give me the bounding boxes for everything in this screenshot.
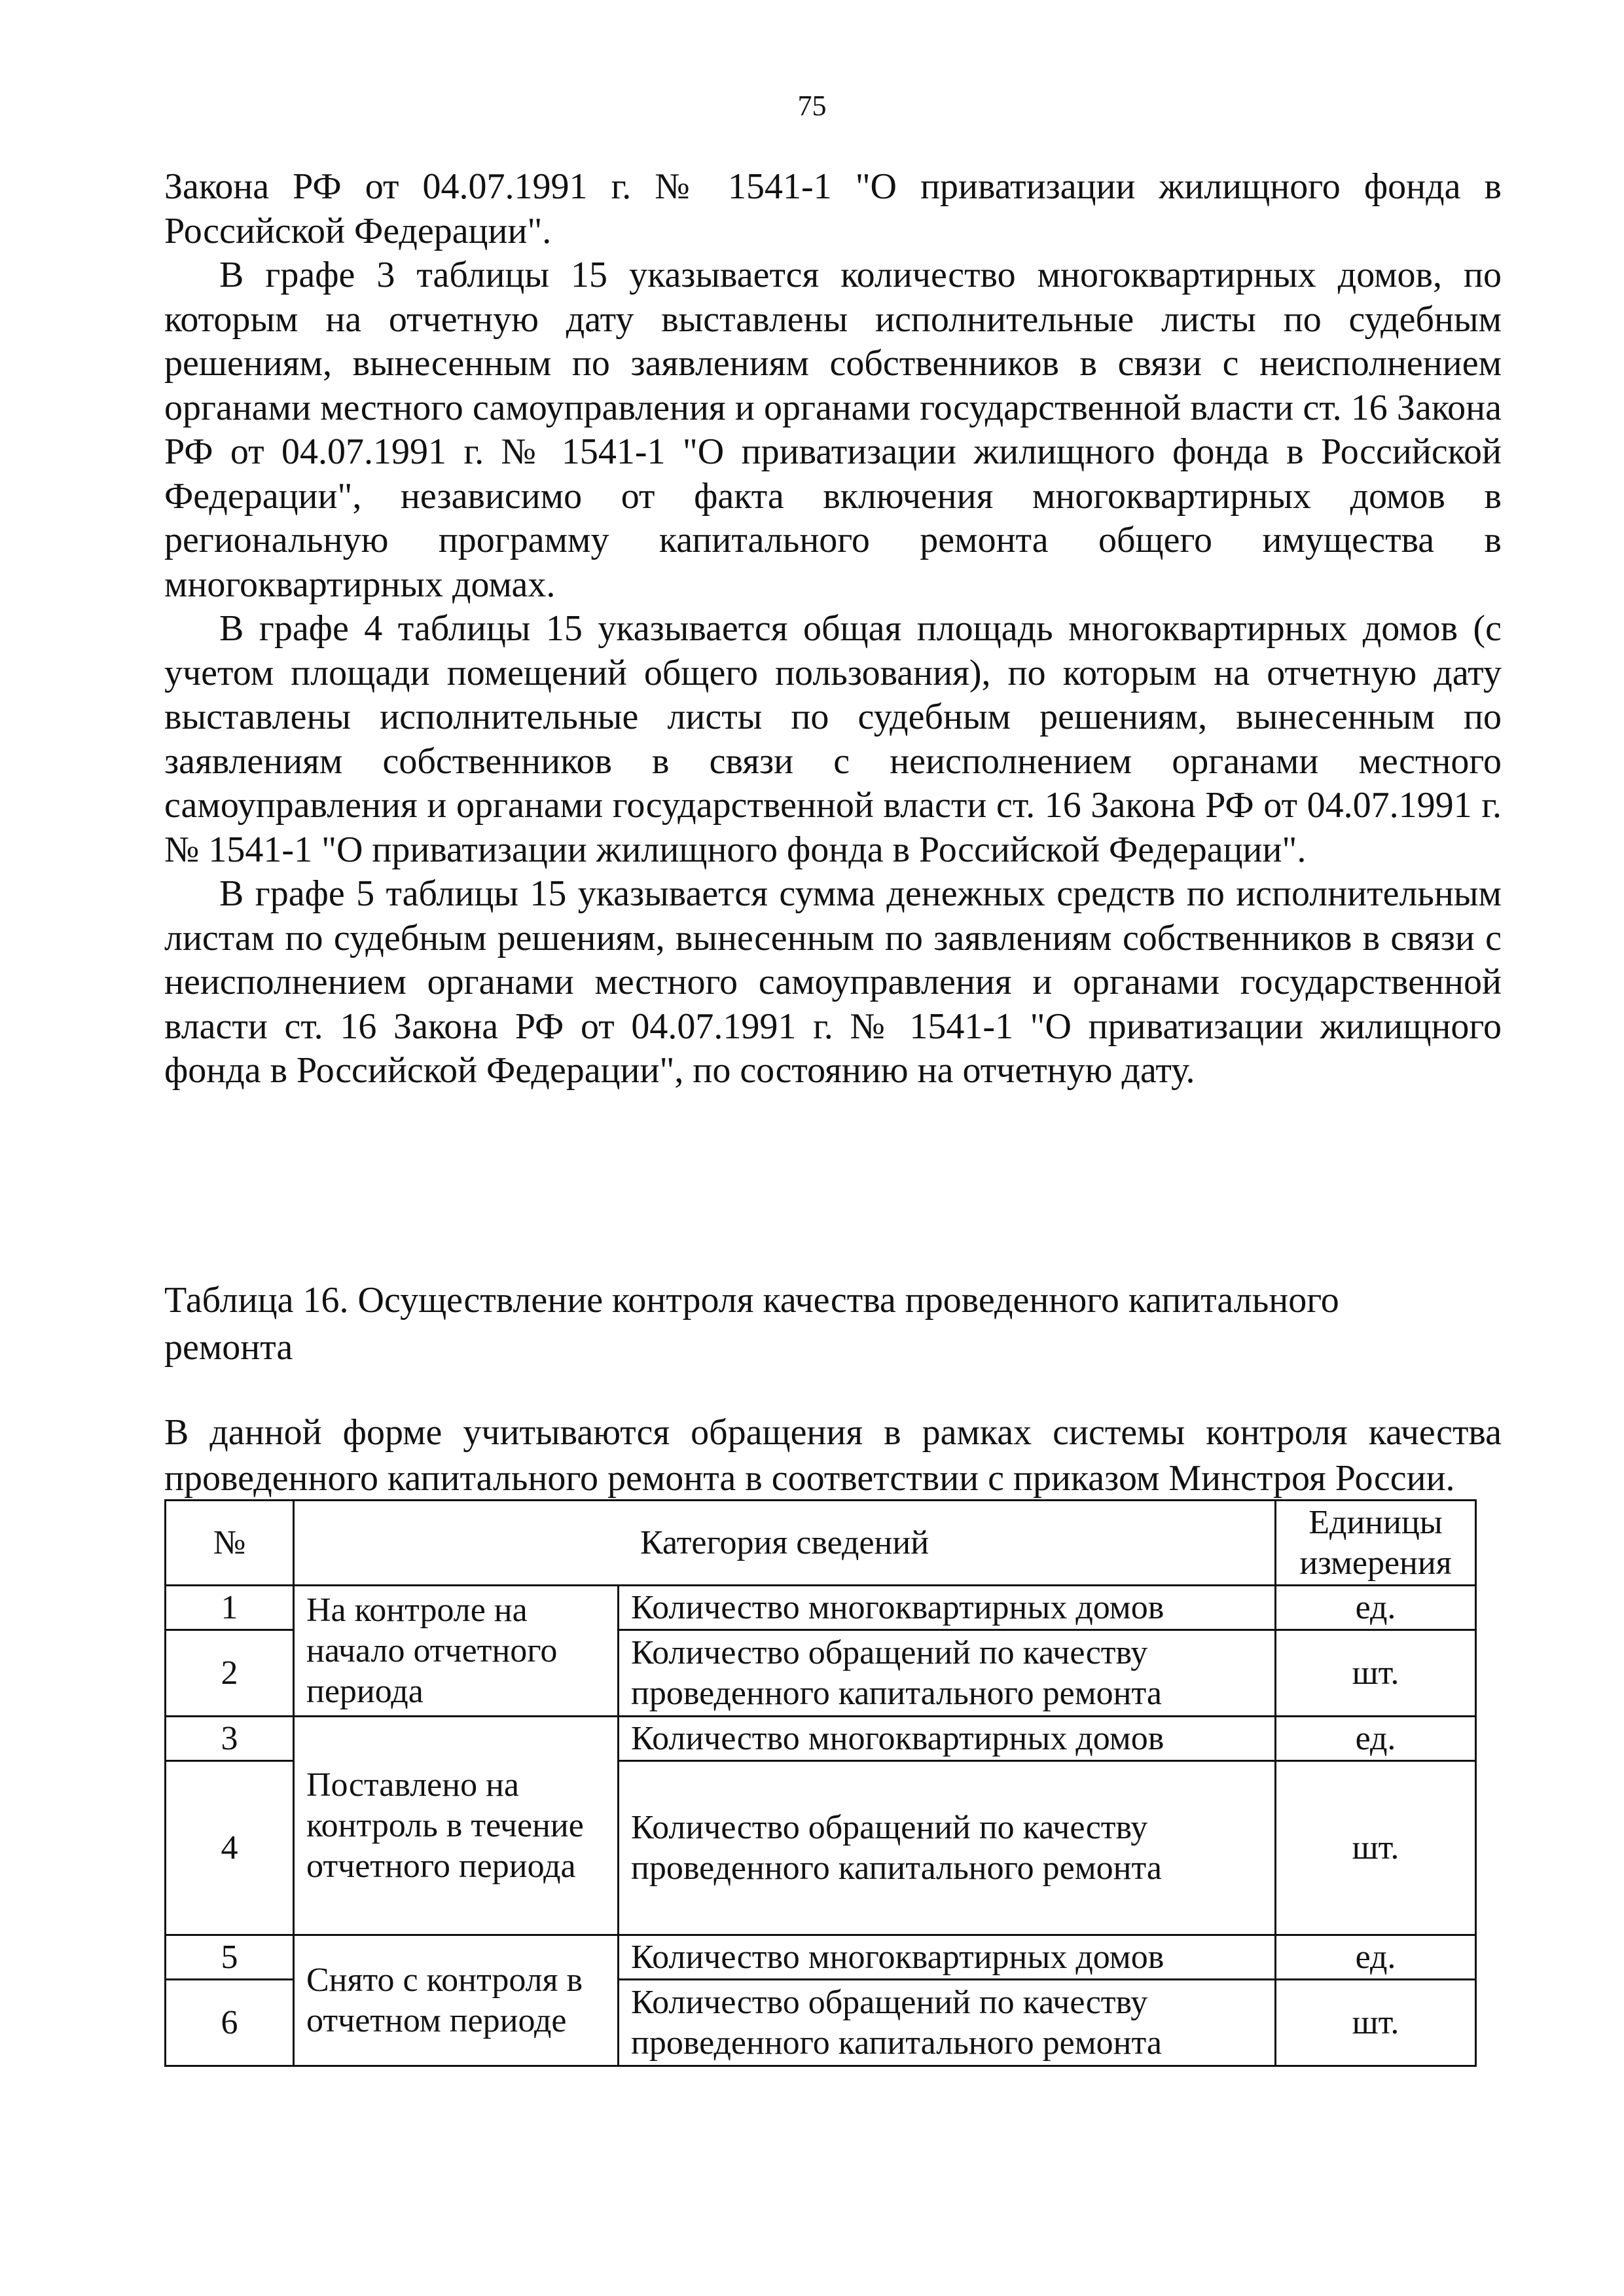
row-description: Количество обращений по качеству проведенного капитального ремонта — [619, 1761, 1276, 1935]
header-number: № — [166, 1501, 294, 1586]
row-group-label: Поставлено на контроль в течение отчетного периода — [294, 1717, 619, 1935]
quality-control-table — [164, 1499, 1477, 2067]
row-description: Количество обращений по качеству проведенного капитального ремонта — [619, 1630, 1276, 1717]
row-description: Количество обращений по качеству проведенного капитального ремонта — [619, 1980, 1276, 2066]
row-number: 3 — [166, 1717, 294, 1761]
page-number: 75 — [797, 90, 827, 122]
paragraph: В графе 4 таблицы 15 указывается общая площадь многоквартирных домов (с учетом площади помещений общего пользования), по которым на отчетную дату выставлены исполнительные листы по судебным решениям, вынесенным по заявлениям собственников в связи с неисполнением органами местного самоуправления и органами государственной власти ст. 16 Закона РФ от 04.07.1991 г. № 1541-1 "О приватизации жилищного фонда в Российской Федерации". — [164, 608, 1502, 870]
body-text — [164, 165, 1502, 1093]
paragraph: В графе 5 таблицы 15 указывается сумма денежных средств по исполнительным листам по судебным решениям, вынесенным по заявлениям собственников в связи с неисполнением органами местного самоуправления и органами государственной власти ст. 16 Закона РФ от 04.07.1991 г. № 1541-1 "О приватизации жилищного фонда в Российской Федерации", по состоянию на отчетную дату. — [164, 873, 1502, 1091]
row-unit: ед. — [1276, 1935, 1476, 1980]
row-description: Количество многоквартирных домов — [619, 1586, 1276, 1630]
paragraph: В графе 3 таблицы 15 указывается количество многоквартирных домов, по которым на отчетную дату выставлены исполнительные листы по судебным решениям, вынесенным по заявлениям собственников в связи с неисполнением органами местного самоуправления и органами государственной власти ст. 16 Закона РФ от 04.07.1991 г. № 1541-1 "О приватизации жилищного фонда в Российской Федерации", независимо от факта включения многоквартирных домов в региональную программу капитального ремонта общего имущества в многоквартирных домах. — [164, 255, 1502, 605]
header-unit: Единицы измерения — [1276, 1501, 1476, 1586]
row-number: 6 — [166, 1980, 294, 2066]
table-row — [166, 1935, 1476, 1980]
row-number: 5 — [166, 1935, 294, 1980]
row-number: 1 — [166, 1586, 294, 1630]
table-intro: В данной форме учитываются обращения в рамках системы контроля качества проведенного капитального ремонта в соответствии с приказом Минстроя России. — [164, 1412, 1502, 1499]
table-header-row — [166, 1501, 1476, 1586]
row-description: Количество многоквартирных домов — [619, 1935, 1276, 1980]
row-unit: шт. — [1276, 1761, 1476, 1935]
row-group-label: На контроле на начало отчетного периода — [294, 1586, 619, 1717]
row-unit: ед. — [1276, 1586, 1476, 1630]
row-number: 2 — [166, 1630, 294, 1717]
row-group-label: Снято с контроля в отчетном периоде — [294, 1935, 619, 2066]
row-number: 4 — [166, 1761, 294, 1935]
header-category: Категория сведений — [294, 1501, 1276, 1586]
table-row — [166, 1586, 1476, 1630]
table-row — [166, 1717, 1476, 1761]
row-unit: шт. — [1276, 1980, 1476, 2066]
table-title: Таблица 16. Осуществление контроля качества проведенного капитального ремонта — [164, 1280, 1339, 1368]
row-unit: ед. — [1276, 1717, 1476, 1761]
row-description: Количество многоквартирных домов — [619, 1717, 1276, 1761]
row-unit: шт. — [1276, 1630, 1476, 1717]
paragraph: Закона РФ от 04.07.1991 г. № 1541-1 "О приватизации жилищного фонда в Российской Федерации". — [164, 166, 1502, 251]
